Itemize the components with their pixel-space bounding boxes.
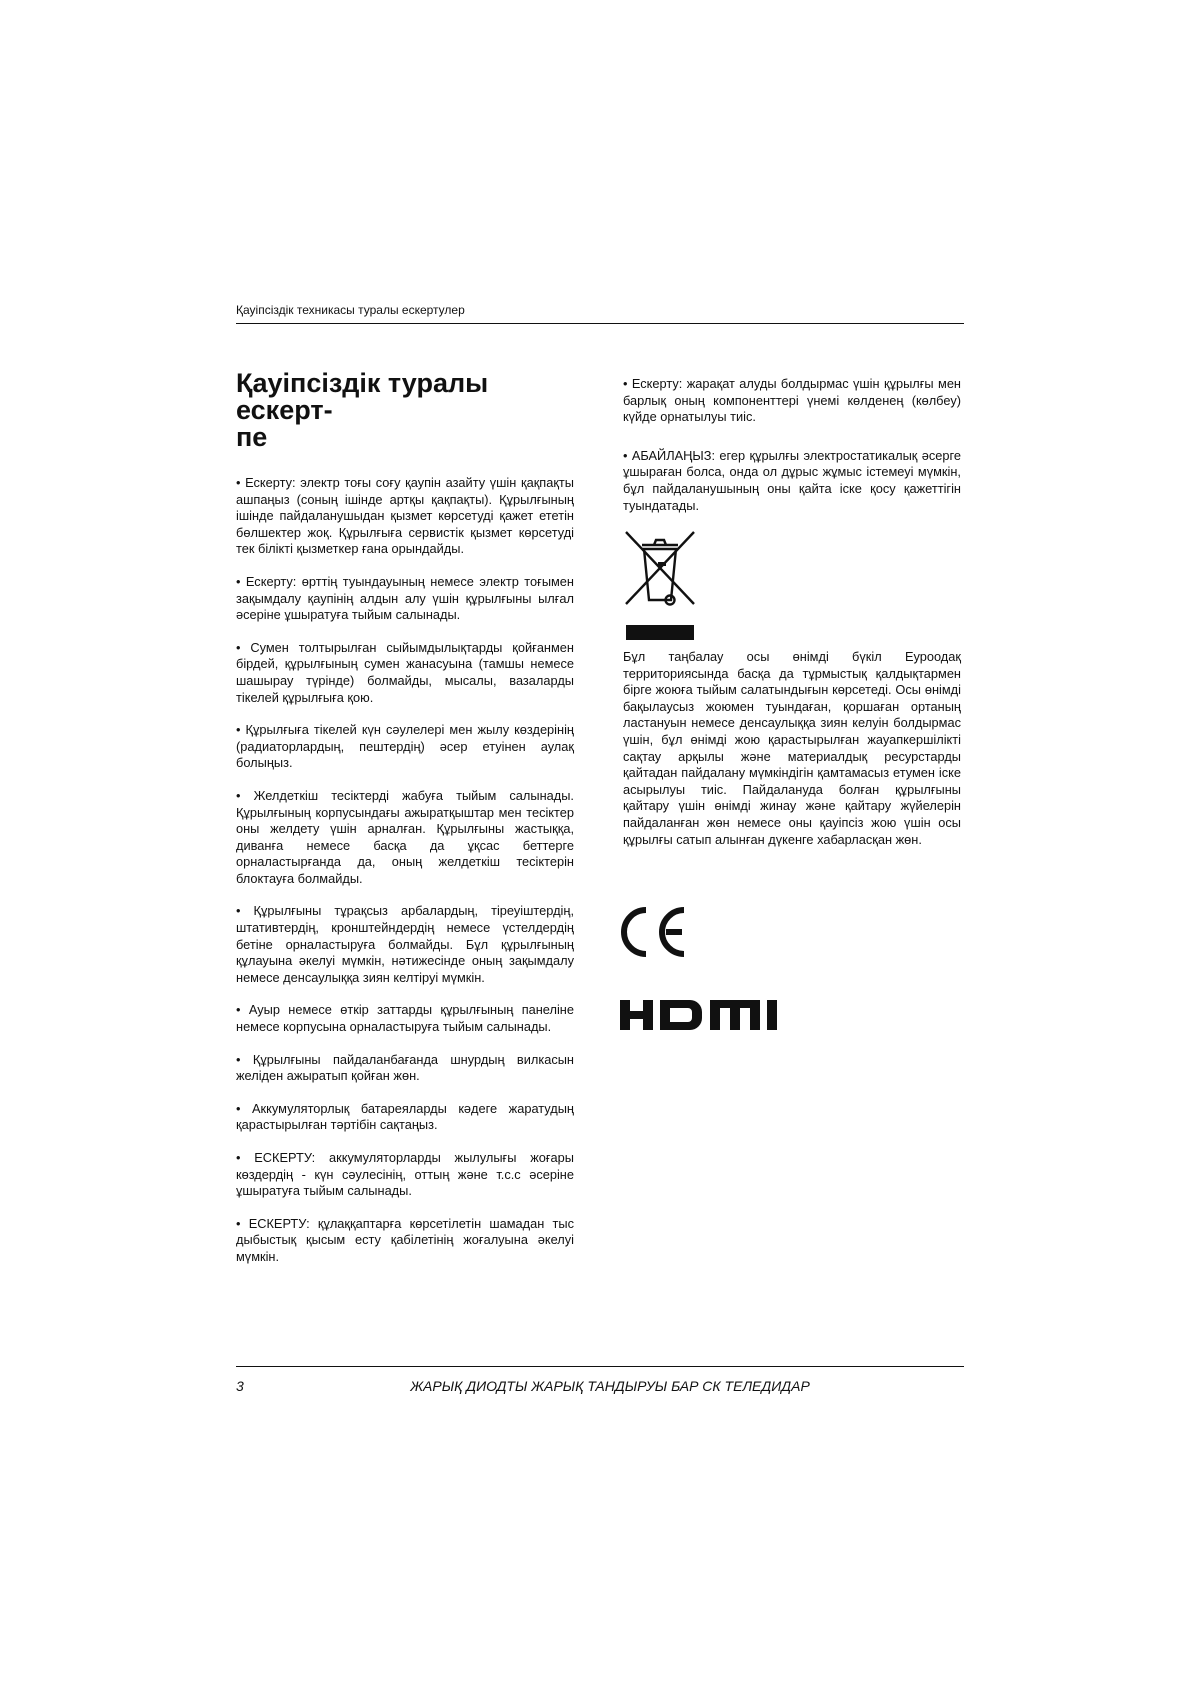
page-number: 3	[236, 1378, 244, 1394]
safety-paragraph: • Ескерту: электр тоғы соғу қаупін азайту үшін қақпақты ашпаңыз (соның ішінде артқы қақпақты). Құрылғының ішінде пайдаланушыдан қызмет көрсетуді қажет ететін бөлшектер жоқ. Құрылғыға сервистік қызмет көрсетуді тек білікті қызметкер ғана орындайды.	[236, 475, 574, 557]
safety-paragraph: • Сумен толтырылған сыйымдылықтарды қойғанмен бірдей, құрылғының сумен жанасуына (тамшы немесе шашырау түрінде) болмайды, мысалы, вазаларды тікелей құрылғыға қою.	[236, 639, 574, 705]
page-title: Қауіпсіздік туралы ескерт- пе	[236, 368, 489, 452]
safety-paragraph: • Желдеткіш тесіктерді жабуға тыйым салынады. Құрылғының корпусындағы ажыратқыштар мен тесіктер оны желдету үшін арналған. Құрылғыны жастыққа, диванға немесе басқа да ұқсас беттерге орналастырғанда да, оның желдеткіш тесіктерін блоктауға болмайды.	[236, 787, 574, 886]
right-column	[623, 376, 961, 536]
page-footer	[236, 1366, 964, 1394]
safety-paragraph: • Құрылғыға тікелей күн сәулелері мен жылу көздерінің (радиаторлардың, пештердің) әсер етуінен аулақ болыңыз.	[236, 722, 574, 771]
safety-paragraph: • Құрылғыны тұрақсыз арбалардың, тіреуіштердің, штативтердің, кронштейндердің немесе үстелдердің бетіне орналастыруға болмайды. Бұл құрылғының құлауына әкелуі мүмкін, нәтижесінде оның зақымдалу немесе денсаулыққа зиян келтіруі мүмкін.	[236, 903, 574, 985]
safety-paragraph: • Құрылғыны пайдаланбағанда шнурдың вилкасын желіден ажыратып қойған жөн.	[236, 1051, 574, 1084]
safety-paragraph: • АБАЙЛАҢЫЗ: егер құрылғы электростатикалық әсерге ұшыраған болса, онда ол дұрыс жұмыс істемеуі мүмкін, бұл пайдаланушының оны қайта іске қосу қажеттігін туындатады.	[623, 447, 961, 513]
safety-paragraph: • Ескерту: жарақат алуды болдырмас үшін құрылғы мен барлық оның компоненттері үнемі көлденең (көлбеу) күйде орнатылуы тиіс.	[623, 376, 961, 425]
weee-crossed-bin-icon	[620, 528, 700, 640]
ce-mark-icon	[620, 905, 690, 959]
weee-description: Бұл таңбалау осы өнімді бүкіл Еуроодақ территориясында басқа да тұрмыстық қалдықтармен бірге жоюға тыйым салатындығын көрсетеді. Осы өнімді бақылаусыз жоюмен туындаған, қоршаған ортаның ластануын немесе денсаулыққа зиян келуін болдырмас үшін, бұл өнімді жою қарастырылған жауапкершілікті сақтау арқылы және материалдық ресурстарды қайтадан пайдалану мүмкіндігін қамтамасыз етумен іске асырылуы тиіс. Пайдалануда болған құрылғыны қайтару үшін өнімді жинау және қайтару жүйелерін пайдаланған жөн немесе оны қауіпсіз жою үшін осы құрылғы сатып алынған дүкенге хабарласқан жөн.	[623, 649, 961, 847]
hdmi-logo-icon	[620, 1000, 790, 1032]
safety-paragraph: • Аккумуляторлық батареяларды кәдеге жаратудың қарастырылған тәртібін сақтаңыз.	[236, 1100, 574, 1133]
safety-paragraph: • Ескерту: өрттің туындауының немесе электр тоғымен зақымдалу қаупінің алдын алу үшін құрылғыны ылғал әсеріне ұшыратуға тыйым салынады.	[236, 573, 574, 623]
safety-paragraph: • ЕСКЕРТУ: аккумуляторларды жылулығы жоғары көздердің - күн сәулесінің, оттың және т.с.с әсеріне ұшыратуға тыйым салынады.	[236, 1150, 574, 1199]
running-header: Қауіпсіздік техникасы туралы ескертулер	[236, 303, 964, 324]
safety-paragraph: • ЕСКЕРТУ: құлаққаптарға көрсетілетін шамадан тыс дыбыстық қысым есту қабілетінің жоғалуына әкелуі мүмкін.	[236, 1215, 574, 1264]
footer-document-title: ЖАРЫҚ ДИОДТЫ ЖАРЫҚ ТАНДЫРУЫ БАР СК ТЕЛЕДИДАР	[410, 1378, 810, 1394]
left-column	[236, 370, 574, 1282]
safety-paragraph: • Ауыр немесе өткір заттарды құрылғының панеліне немесе корпусына орналастыруға тыйым салынады.	[236, 1002, 574, 1035]
